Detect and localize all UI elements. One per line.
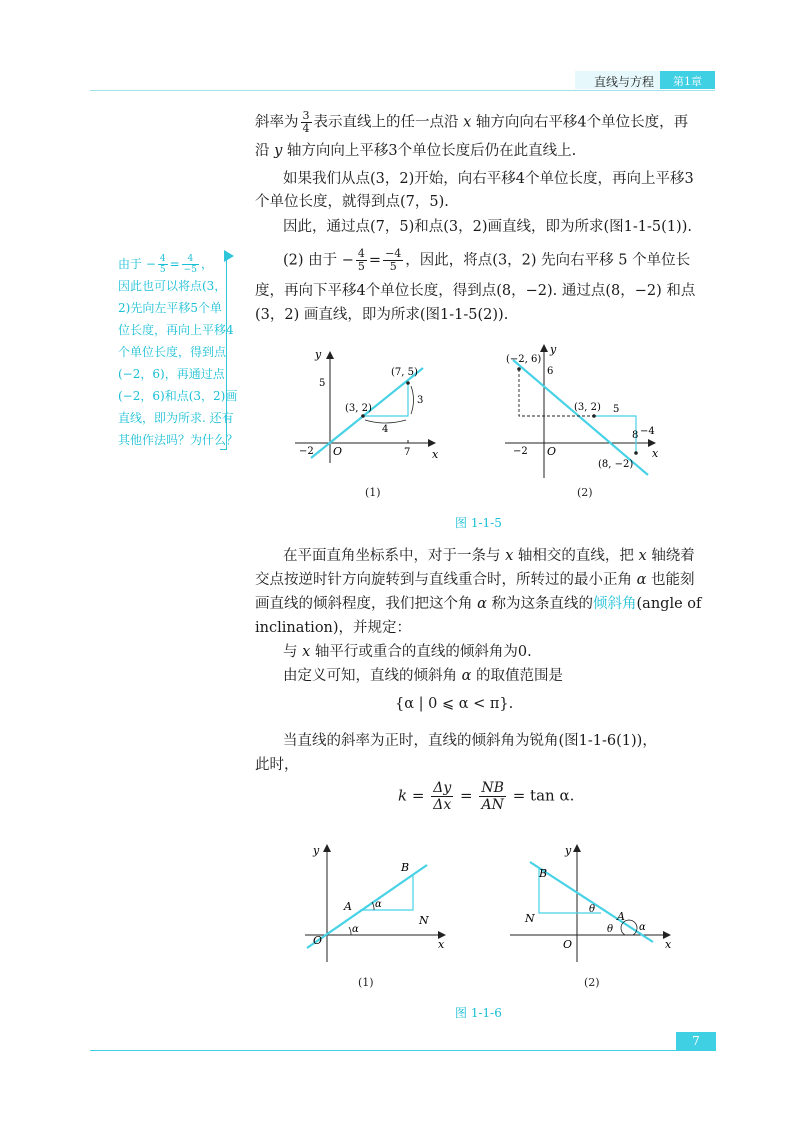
paragraph-line: 当直线的斜率为正时，直线的倾斜角为锐角(图1-1-6(1))， [283, 733, 657, 749]
tick-label: −2 [513, 446, 528, 457]
point-label: (8, −2) [598, 459, 634, 470]
page-number: 7 [692, 1034, 700, 1048]
point-label: A [344, 900, 352, 913]
margin-note-line: 2)先向左平移5个单 [118, 301, 222, 315]
paragraph-line: 如果我们从点(3，2)开始，向右平移4个单位长度，再向上平移3 [283, 171, 694, 187]
paragraph-line: (2) 由于 − $\frac{4}{5}$ = $\frac{-4}{5}$ ，因此，将点(3，2) 先向右平移 5 个单位长 [283, 247, 691, 273]
x-axis-label: x [438, 938, 445, 951]
line-through-points [513, 360, 648, 475]
subfigure-label: (1) [358, 976, 374, 989]
header-rule [90, 90, 715, 91]
margin-note [118, 253, 239, 451]
step-label: 5 [613, 404, 620, 415]
angle-label: α [375, 899, 382, 910]
angle-label: α [639, 922, 646, 933]
footer-rule [90, 1050, 716, 1051]
slope-formula: k = $\frac{\Delta y}{\Delta x}$ = $\frac{NB}{AN}$ = tan α. [398, 780, 575, 813]
x-axis-label: x [432, 448, 439, 461]
subfigure-label: (2) [577, 486, 593, 499]
slope-triangle [594, 416, 639, 443]
tick-label: 8 [632, 430, 639, 441]
fraction: $\frac{4}{-5}$ [183, 254, 197, 275]
origin-label: O [547, 445, 557, 458]
margin-note-line: (−2，6)和点(3，2)画 [118, 389, 238, 403]
fraction: $\frac{4}{5}$ [159, 254, 166, 275]
y-axis-label: y [315, 348, 322, 361]
fraction: $\frac{\Delta y}{\Delta x}$ [433, 780, 452, 813]
fraction: $\frac{NB}{AN}$ [481, 780, 504, 813]
margin-note-line: 位长度，再向上平移4 [118, 323, 234, 337]
paragraph-line: 个单位长度，就得到点(7，5). [255, 194, 449, 210]
figure-1-1-6-right [505, 840, 675, 965]
angle-label: θ [607, 924, 614, 935]
tick-label: −2 [299, 446, 314, 457]
y-axis-label: y [313, 844, 320, 857]
keyword-inclination-angle: 倾斜角 [593, 596, 637, 612]
inclined-line [530, 862, 653, 942]
step-label: 4 [382, 424, 389, 435]
figure-caption: 图 1-1-5 [455, 516, 502, 530]
origin-label: O [313, 934, 323, 947]
figure-caption: 图 1-1-6 [455, 1006, 502, 1020]
fraction: $\frac{3}{4}$ [302, 109, 310, 135]
paragraph-line: 在平面直角坐标系中，对于一条与 x 轴相交的直线，把 x 轴绕着 [283, 548, 695, 564]
paragraph-line: 由定义可知，直线的倾斜角 α 的取值范围是 [283, 668, 564, 684]
angle-label: θ [589, 904, 596, 915]
fraction: $\frac{4}{5}$ [357, 247, 365, 273]
step-label: 3 [417, 395, 424, 406]
paragraph-line: inclination)，并规定： [255, 620, 412, 636]
point-label: N [419, 914, 429, 927]
range-set: {α | 0 ⩽ α < π}. [395, 696, 514, 712]
angle-label: α [352, 924, 359, 935]
margin-note-line: 其他作法吗？为什么？ [118, 433, 239, 447]
origin-label: O [563, 938, 573, 951]
point-label: (3, 2) [345, 403, 372, 414]
margin-note-bracket [220, 253, 227, 450]
paragraph-line: 沿 y 轴方向向上平移3个单位长度后仍在此直线上. [255, 143, 577, 159]
chapter-label: 第1章 [673, 75, 702, 88]
subfigure-label: (1) [365, 486, 381, 499]
tick-label: 7 [404, 447, 411, 458]
point-label: B [539, 867, 548, 880]
paragraph-line: 画直线的倾斜程度，我们把这个角 α 称为这条直线的倾斜角(angle of [255, 596, 702, 612]
paragraph-line: (3，2) 画直线，即为所求(图1-1-5(2)). [255, 307, 509, 323]
tick-label: 5 [319, 378, 326, 389]
point-label: A [617, 910, 625, 923]
inclined-line [307, 865, 427, 948]
paragraph-line: 此时， [255, 757, 299, 773]
margin-note-line: 直线，即为所求. 还有 [118, 411, 234, 425]
x-axis-label: x [652, 447, 659, 460]
subfigure-label: (2) [584, 976, 600, 989]
paragraph-line: 交点按逆时针方向旋转到与直线重合时，所转过的最小正角 α 也能刻 [255, 572, 695, 588]
step-label: −4 [640, 426, 655, 437]
margin-note-arrow-icon [224, 250, 234, 262]
margin-note-line: 由于 − $\frac{4}{5}$ = $\frac{4}{-5}$ ， [118, 254, 213, 275]
figure-1-1-6-left [295, 840, 455, 965]
origin-label: O [333, 445, 343, 458]
margin-note-line: (−2，6)，再通过点 [118, 367, 225, 381]
point-label: B [401, 861, 410, 874]
figure-1-1-5-right [500, 340, 660, 480]
figure-1-1-5-left [285, 340, 465, 465]
fraction: $\frac{-4}{5}$ [385, 247, 402, 273]
point-label: N [525, 912, 535, 925]
paragraph-line: 因此，通过点(7，5)和点(3，2)画直线，即为所求(图1-1-5(1)). [283, 219, 692, 235]
point-label: (7, 5) [391, 367, 418, 378]
y-axis-label: y [550, 343, 557, 356]
running-header-title: 直线与方程 [594, 75, 655, 89]
paragraph-line: 斜率为 $\frac{3}{4}$ 表示直线上的任一点沿 x 轴方向向右平移4个单位长度，再 [255, 109, 689, 135]
margin-note-line: 因此也可以将点(3， [118, 279, 227, 293]
y-axis-label: y [565, 844, 572, 857]
x-axis-label: x [665, 938, 672, 951]
margin-note-line: 个单位长度，得到点 [118, 345, 227, 359]
paragraph-line: 度，再向下平移4个单位长度，得到点(8，−2). 通过点(8，−2) 和点 [255, 283, 696, 299]
point-label: (−2, 6) [506, 354, 542, 365]
point-label: (3, 2) [574, 402, 601, 413]
paragraph-line: 与 x 轴平行或重合的直线的倾斜角为0. [283, 644, 532, 660]
tick-label: 6 [547, 366, 554, 377]
